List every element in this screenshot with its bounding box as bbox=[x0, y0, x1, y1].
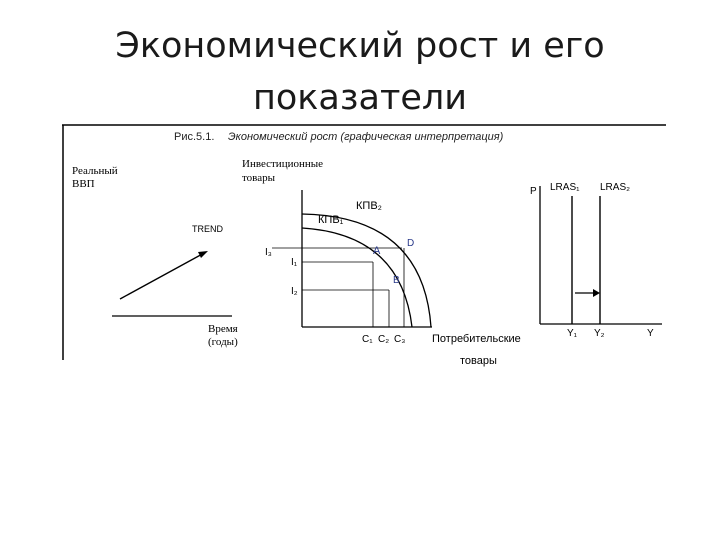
tick-y1: Y₁ bbox=[567, 328, 578, 339]
panel2-ylabel-line1: Инвестиционные bbox=[242, 158, 324, 170]
panel1-ylabel-line1: Реальный bbox=[72, 165, 118, 177]
panel3-ylabel: P bbox=[530, 186, 537, 197]
title-line-1: Экономический рост и его bbox=[115, 26, 605, 66]
tick-c1: C₁ bbox=[362, 334, 373, 345]
tick-i1: I₁ bbox=[291, 257, 298, 268]
panel1-trend-label: TREND bbox=[192, 224, 223, 234]
figure-caption: Экономический рост (графическая интерпретация) bbox=[228, 131, 504, 143]
title-line-2: показатели bbox=[253, 78, 467, 118]
panel1-xlabel-line1: Время bbox=[208, 323, 238, 335]
ppf-curve-2 bbox=[302, 214, 431, 327]
shift-arrow-head bbox=[593, 289, 600, 297]
panel3-xlabel: Y bbox=[647, 328, 654, 339]
panel1-trend-arrowhead bbox=[198, 251, 208, 258]
figure-caption-prefix: Рис.5.1. bbox=[174, 131, 215, 143]
ppf-curve-2-label: КПВ₂ bbox=[356, 200, 382, 212]
lras2-label: LRAS₂ bbox=[600, 182, 631, 193]
panel2-ylabel-line2: товары bbox=[242, 172, 275, 184]
tick-i3: I₃ bbox=[265, 247, 272, 258]
panel1-xlabel-line2: (годы) bbox=[208, 336, 238, 348]
point-d-label: D bbox=[407, 238, 415, 249]
lras1-label: LRAS₁ bbox=[550, 182, 580, 193]
point-b-label: B bbox=[393, 275, 400, 286]
tick-c3: C₃ bbox=[394, 334, 406, 345]
panel2-xlabel-line1: Потребительские bbox=[432, 333, 521, 345]
panel2-xlabel-line2: товары bbox=[460, 355, 497, 367]
slide-title bbox=[60, 20, 660, 124]
panel1-trend-line bbox=[120, 252, 206, 299]
ppf-curve-1-label: КПВ₁ bbox=[318, 214, 344, 226]
figure-svg bbox=[62, 124, 666, 367]
panel1-ylabel-line2: ВВП bbox=[72, 178, 95, 190]
economic-growth-figure bbox=[62, 124, 666, 367]
point-a-label: A bbox=[373, 245, 381, 257]
tick-c2: C₂ bbox=[378, 334, 390, 345]
tick-y2: Y₂ bbox=[594, 328, 605, 339]
tick-i2: I₂ bbox=[291, 286, 298, 297]
